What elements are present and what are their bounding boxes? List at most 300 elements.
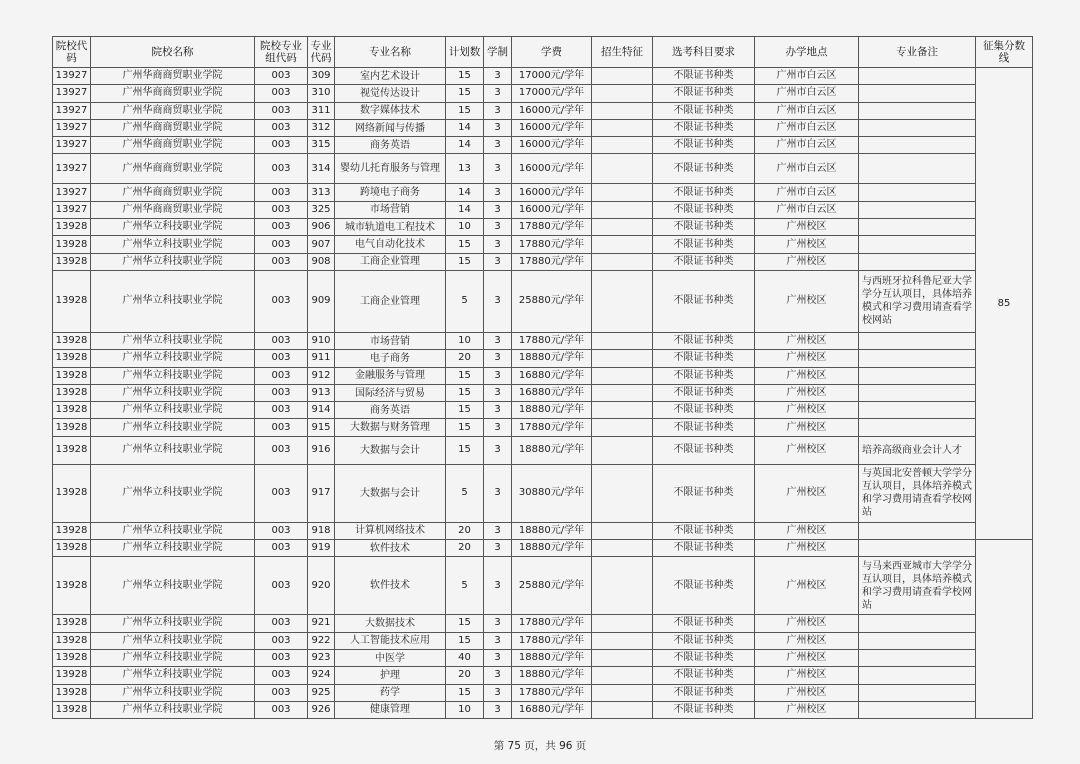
cell-subjects: 不限证书种类 [653, 119, 755, 136]
cell-major: 金融服务与管理 [335, 367, 446, 384]
cell-group: 003 [255, 667, 308, 684]
cell-years: 3 [484, 384, 512, 401]
cell-fee: 18880元/学年 [512, 436, 592, 464]
cell-major: 健康管理 [335, 701, 446, 718]
cell-plan: 5 [446, 557, 484, 615]
cell-plan: 15 [446, 384, 484, 401]
cell-code: 13928 [53, 384, 91, 401]
table-row [53, 436, 1033, 464]
cell-school: 广州华商商贸职业学院 [91, 119, 255, 136]
cell-note [859, 615, 976, 632]
cell-major-code: 310 [308, 85, 335, 102]
cell-subjects: 不限证书种类 [653, 667, 755, 684]
cell-code: 13928 [53, 436, 91, 464]
cell-subjects: 不限证书种类 [653, 68, 755, 85]
cell-note [859, 522, 976, 539]
cell-location: 广州校区 [755, 350, 859, 367]
cell-school: 广州华立科技职业学院 [91, 436, 255, 464]
cell-years: 3 [484, 419, 512, 436]
cell-note [859, 85, 976, 102]
cell-plan: 13 [446, 154, 484, 184]
cell-note [859, 402, 976, 419]
cell-group: 003 [255, 201, 308, 218]
cell-school: 广州华商商贸职业学院 [91, 68, 255, 85]
cell-note: 培养高级商业会计人才 [859, 436, 976, 464]
cell-school: 广州华立科技职业学院 [91, 219, 255, 236]
cell-major: 国际经济与贸易 [335, 384, 446, 401]
cell-major-code: 921 [308, 615, 335, 632]
cell-location: 广州校区 [755, 615, 859, 632]
cell-years: 3 [484, 701, 512, 718]
cell-major-code: 913 [308, 384, 335, 401]
cell-note [859, 154, 976, 184]
cell-years: 3 [484, 632, 512, 649]
cell-group: 003 [255, 350, 308, 367]
cell-group: 003 [255, 649, 308, 666]
cell-note [859, 253, 976, 270]
cell-feature [592, 402, 653, 419]
cell-feature [592, 85, 653, 102]
cell-group: 003 [255, 367, 308, 384]
cell-feature [592, 219, 653, 236]
cell-subjects: 不限证书种类 [653, 436, 755, 464]
cell-major: 市场营销 [335, 201, 446, 218]
table-row [53, 236, 1033, 253]
cell-location: 广州校区 [755, 701, 859, 718]
cell-school: 广州华立科技职业学院 [91, 253, 255, 270]
col-header: 院校名称 [91, 37, 255, 68]
col-header: 征集分数线 [976, 37, 1033, 68]
cell-subjects: 不限证书种类 [653, 419, 755, 436]
table-row [53, 632, 1033, 649]
cell-major-code: 925 [308, 684, 335, 701]
table-row [53, 201, 1033, 218]
cell-group: 003 [255, 557, 308, 615]
cell-years: 3 [484, 649, 512, 666]
cell-subjects: 不限证书种类 [653, 632, 755, 649]
table-row [53, 419, 1033, 436]
cell-fee: 17000元/学年 [512, 85, 592, 102]
cell-note [859, 119, 976, 136]
cell-school: 广州华立科技职业学院 [91, 615, 255, 632]
cell-note [859, 350, 976, 367]
cell-plan: 20 [446, 522, 484, 539]
cell-group: 003 [255, 119, 308, 136]
cell-major-code: 315 [308, 137, 335, 154]
col-header: 学费 [512, 37, 592, 68]
cell-code: 13928 [53, 522, 91, 539]
cell-code: 13928 [53, 632, 91, 649]
cell-years: 3 [484, 137, 512, 154]
cell-fee: 30880元/学年 [512, 464, 592, 522]
cell-fee: 18880元/学年 [512, 649, 592, 666]
cell-code: 13928 [53, 684, 91, 701]
cell-plan: 15 [446, 236, 484, 253]
cell-school: 广州华立科技职业学院 [91, 384, 255, 401]
table-row [53, 649, 1033, 666]
cell-feature [592, 184, 653, 201]
cell-major: 计算机网络技术 [335, 522, 446, 539]
cell-note [859, 201, 976, 218]
cell-school: 广州华立科技职业学院 [91, 367, 255, 384]
col-header: 专业名称 [335, 37, 446, 68]
cell-code: 13928 [53, 667, 91, 684]
table-row [53, 68, 1033, 85]
cell-group: 003 [255, 270, 308, 332]
table-row [53, 557, 1033, 615]
cell-years: 3 [484, 236, 512, 253]
cell-major-code: 915 [308, 419, 335, 436]
cell-school: 广州华立科技职业学院 [91, 649, 255, 666]
cell-fee: 17880元/学年 [512, 615, 592, 632]
cell-subjects: 不限证书种类 [653, 85, 755, 102]
cell-note [859, 684, 976, 701]
cell-location: 广州市白云区 [755, 184, 859, 201]
cell-note [859, 236, 976, 253]
cell-subjects: 不限证书种类 [653, 201, 755, 218]
cell-location: 广州校区 [755, 332, 859, 349]
cell-feature [592, 102, 653, 119]
cell-code: 13928 [53, 615, 91, 632]
cell-subjects: 不限证书种类 [653, 154, 755, 184]
cell-group: 003 [255, 684, 308, 701]
cell-group: 003 [255, 137, 308, 154]
cell-major-code: 907 [308, 236, 335, 253]
cell-fee: 16880元/学年 [512, 367, 592, 384]
cell-fee: 17880元/学年 [512, 684, 592, 701]
cell-feature [592, 119, 653, 136]
cell-major-code: 908 [308, 253, 335, 270]
cell-location: 广州校区 [755, 667, 859, 684]
table-row [53, 684, 1033, 701]
cell-code: 13927 [53, 119, 91, 136]
cell-group: 003 [255, 384, 308, 401]
cell-years: 3 [484, 557, 512, 615]
cell-school: 广州华商商贸职业学院 [91, 137, 255, 154]
cell-note [859, 701, 976, 718]
cell-fee: 17880元/学年 [512, 419, 592, 436]
cell-location: 广州校区 [755, 236, 859, 253]
cell-major-code: 916 [308, 436, 335, 464]
cell-major: 数字媒体技术 [335, 102, 446, 119]
cell-code: 13927 [53, 85, 91, 102]
table-row [53, 367, 1033, 384]
cell-subjects: 不限证书种类 [653, 540, 755, 557]
cell-feature [592, 701, 653, 718]
cell-feature [592, 68, 653, 85]
cell-plan: 14 [446, 184, 484, 201]
cell-fee: 25880元/学年 [512, 557, 592, 615]
cell-major-code: 924 [308, 667, 335, 684]
cell-note [859, 419, 976, 436]
cell-feature [592, 332, 653, 349]
table-row [53, 701, 1033, 718]
cell-school: 广州华立科技职业学院 [91, 557, 255, 615]
cell-code: 13927 [53, 68, 91, 85]
cell-school: 广州华立科技职业学院 [91, 464, 255, 522]
cell-feature [592, 436, 653, 464]
cell-location: 广州校区 [755, 684, 859, 701]
col-header: 院校专业组代码 [255, 37, 308, 68]
cell-fee: 17880元/学年 [512, 253, 592, 270]
cell-major: 药学 [335, 684, 446, 701]
cell-fee: 16000元/学年 [512, 184, 592, 201]
cell-subjects: 不限证书种类 [653, 557, 755, 615]
cell-plan: 15 [446, 102, 484, 119]
table-row [53, 85, 1033, 102]
cell-location: 广州校区 [755, 402, 859, 419]
cell-major-code: 922 [308, 632, 335, 649]
cell-major-code: 923 [308, 649, 335, 666]
cell-years: 3 [484, 102, 512, 119]
table-row [53, 402, 1033, 419]
table-row [53, 137, 1033, 154]
cell-years: 3 [484, 350, 512, 367]
cell-fee: 18880元/学年 [512, 402, 592, 419]
cell-years: 3 [484, 540, 512, 557]
cell-location: 广州市白云区 [755, 154, 859, 184]
cell-code: 13928 [53, 350, 91, 367]
cell-note [859, 184, 976, 201]
cell-major-code: 917 [308, 464, 335, 522]
table-row [53, 119, 1033, 136]
col-header: 招生特征 [592, 37, 653, 68]
cell-feature [592, 667, 653, 684]
cell-note [859, 632, 976, 649]
cell-feature [592, 137, 653, 154]
col-header: 专业代码 [308, 37, 335, 68]
cell-major: 大数据与会计 [335, 436, 446, 464]
cell-group: 003 [255, 701, 308, 718]
cell-years: 3 [484, 667, 512, 684]
cell-fee: 16000元/学年 [512, 102, 592, 119]
cell-feature [592, 253, 653, 270]
cell-location: 广州校区 [755, 464, 859, 522]
cell-note: 与英国北安普顿大学学分互认项目，具体培养模式和学习费用请查看学校网站 [859, 464, 976, 522]
cell-code: 13928 [53, 236, 91, 253]
table-row [53, 522, 1033, 539]
cell-note [859, 219, 976, 236]
cell-subjects: 不限证书种类 [653, 270, 755, 332]
cell-major-code: 919 [308, 540, 335, 557]
cell-plan: 15 [446, 367, 484, 384]
cell-fee: 16880元/学年 [512, 701, 592, 718]
col-header: 计划数 [446, 37, 484, 68]
cell-school: 广州华商商贸职业学院 [91, 154, 255, 184]
cell-school: 广州华立科技职业学院 [91, 419, 255, 436]
cell-subjects: 不限证书种类 [653, 332, 755, 349]
cell-note [859, 540, 976, 557]
cell-group: 003 [255, 615, 308, 632]
cell-major-code: 909 [308, 270, 335, 332]
col-header: 学制 [484, 37, 512, 68]
cell-note [859, 102, 976, 119]
cell-major: 软件技术 [335, 557, 446, 615]
cell-major: 网络新闻与传播 [335, 119, 446, 136]
cell-major-code: 325 [308, 201, 335, 218]
cell-major: 工商企业管理 [335, 270, 446, 332]
cell-school: 广州华商商贸职业学院 [91, 85, 255, 102]
cell-code: 13927 [53, 137, 91, 154]
cell-years: 3 [484, 436, 512, 464]
cell-major: 城市轨道电工程技术 [335, 219, 446, 236]
cell-note [859, 137, 976, 154]
cell-feature [592, 384, 653, 401]
cell-feature [592, 270, 653, 332]
cell-school: 广州华立科技职业学院 [91, 684, 255, 701]
cell-feature [592, 201, 653, 218]
cell-plan: 14 [446, 137, 484, 154]
cell-group: 003 [255, 402, 308, 419]
cell-plan: 15 [446, 402, 484, 419]
cell-subjects: 不限证书种类 [653, 522, 755, 539]
cell-fee: 16000元/学年 [512, 119, 592, 136]
cell-years: 3 [484, 85, 512, 102]
cell-years: 3 [484, 402, 512, 419]
cell-years: 3 [484, 201, 512, 218]
cell-location: 广州市白云区 [755, 201, 859, 218]
cell-location: 广州校区 [755, 419, 859, 436]
cell-subjects: 不限证书种类 [653, 615, 755, 632]
cell-plan: 15 [446, 68, 484, 85]
cell-plan: 15 [446, 419, 484, 436]
cell-fee: 18880元/学年 [512, 540, 592, 557]
table-row [53, 253, 1033, 270]
table-row [53, 102, 1033, 119]
table-row [53, 540, 1033, 557]
cell-location: 广州校区 [755, 270, 859, 332]
cell-major: 商务英语 [335, 402, 446, 419]
cell-code: 13927 [53, 201, 91, 218]
cell-location: 广州校区 [755, 540, 859, 557]
cell-school: 广州华立科技职业学院 [91, 270, 255, 332]
cell-school: 广州华立科技职业学院 [91, 350, 255, 367]
cell-fee: 18880元/学年 [512, 522, 592, 539]
cell-group: 003 [255, 184, 308, 201]
cell-subjects: 不限证书种类 [653, 649, 755, 666]
cell-years: 3 [484, 253, 512, 270]
cell-subjects: 不限证书种类 [653, 184, 755, 201]
cell-subjects: 不限证书种类 [653, 236, 755, 253]
cell-school: 广州华立科技职业学院 [91, 540, 255, 557]
cell-subjects: 不限证书种类 [653, 137, 755, 154]
cell-subjects: 不限证书种类 [653, 367, 755, 384]
cell-years: 3 [484, 119, 512, 136]
cell-location: 广州校区 [755, 632, 859, 649]
cell-location: 广州校区 [755, 253, 859, 270]
cell-plan: 15 [446, 253, 484, 270]
cell-major-code: 918 [308, 522, 335, 539]
cell-code: 13928 [53, 332, 91, 349]
cell-fee: 17880元/学年 [512, 332, 592, 349]
cell-fee: 16000元/学年 [512, 154, 592, 184]
col-header: 办学地点 [755, 37, 859, 68]
table-row [53, 667, 1033, 684]
cell-subjects: 不限证书种类 [653, 684, 755, 701]
cell-location: 广州市白云区 [755, 137, 859, 154]
cell-major-code: 914 [308, 402, 335, 419]
cell-major: 大数据与会计 [335, 464, 446, 522]
cell-group: 003 [255, 154, 308, 184]
cell-score-empty [976, 540, 1033, 719]
cell-major: 中医学 [335, 649, 446, 666]
cell-feature [592, 236, 653, 253]
table-row [53, 615, 1033, 632]
cell-note [859, 367, 976, 384]
cell-plan: 5 [446, 464, 484, 522]
cell-major: 跨境电子商务 [335, 184, 446, 201]
col-header: 选考科目要求 [653, 37, 755, 68]
cell-group: 003 [255, 85, 308, 102]
cell-fee: 25880元/学年 [512, 270, 592, 332]
table-row [53, 464, 1033, 522]
cell-code: 13928 [53, 701, 91, 718]
cell-code: 13928 [53, 464, 91, 522]
cell-location: 广州校区 [755, 649, 859, 666]
cell-plan: 10 [446, 701, 484, 718]
cell-plan: 15 [446, 615, 484, 632]
cell-major: 婴幼儿托育服务与管理 [335, 154, 446, 184]
cell-major: 大数据与财务管理 [335, 419, 446, 436]
cell-major-code: 912 [308, 367, 335, 384]
cell-major: 电子商务 [335, 350, 446, 367]
cell-plan: 20 [446, 540, 484, 557]
cell-location: 广州校区 [755, 367, 859, 384]
cell-subjects: 不限证书种类 [653, 102, 755, 119]
cell-subjects: 不限证书种类 [653, 219, 755, 236]
cell-years: 3 [484, 684, 512, 701]
cell-subjects: 不限证书种类 [653, 701, 755, 718]
table-row [53, 154, 1033, 184]
cell-years: 3 [484, 464, 512, 522]
cell-code: 13927 [53, 184, 91, 201]
cell-code: 13928 [53, 367, 91, 384]
table-row [53, 332, 1033, 349]
admissions-table [52, 36, 1033, 719]
cell-group: 003 [255, 253, 308, 270]
cell-fee: 17880元/学年 [512, 632, 592, 649]
cell-code: 13928 [53, 253, 91, 270]
cell-major-code: 312 [308, 119, 335, 136]
cell-major: 护理 [335, 667, 446, 684]
cell-school: 广州华立科技职业学院 [91, 701, 255, 718]
cell-feature [592, 540, 653, 557]
cell-note [859, 649, 976, 666]
cell-feature [592, 367, 653, 384]
cell-note [859, 332, 976, 349]
cell-school: 广州华商商贸职业学院 [91, 102, 255, 119]
cell-major-code: 926 [308, 701, 335, 718]
cell-major-code: 906 [308, 219, 335, 236]
cell-fee: 16000元/学年 [512, 137, 592, 154]
cell-feature [592, 522, 653, 539]
cell-plan: 20 [446, 350, 484, 367]
cell-major-code: 311 [308, 102, 335, 119]
cell-group: 003 [255, 464, 308, 522]
cell-fee: 17880元/学年 [512, 236, 592, 253]
cell-subjects: 不限证书种类 [653, 402, 755, 419]
cell-plan: 10 [446, 219, 484, 236]
cell-group: 003 [255, 419, 308, 436]
cell-feature [592, 632, 653, 649]
cell-location: 广州市白云区 [755, 119, 859, 136]
table-row [53, 350, 1033, 367]
cell-major: 大数据技术 [335, 615, 446, 632]
cell-code: 13928 [53, 557, 91, 615]
col-header: 专业备注 [859, 37, 976, 68]
cell-location: 广州校区 [755, 219, 859, 236]
cell-group: 003 [255, 522, 308, 539]
